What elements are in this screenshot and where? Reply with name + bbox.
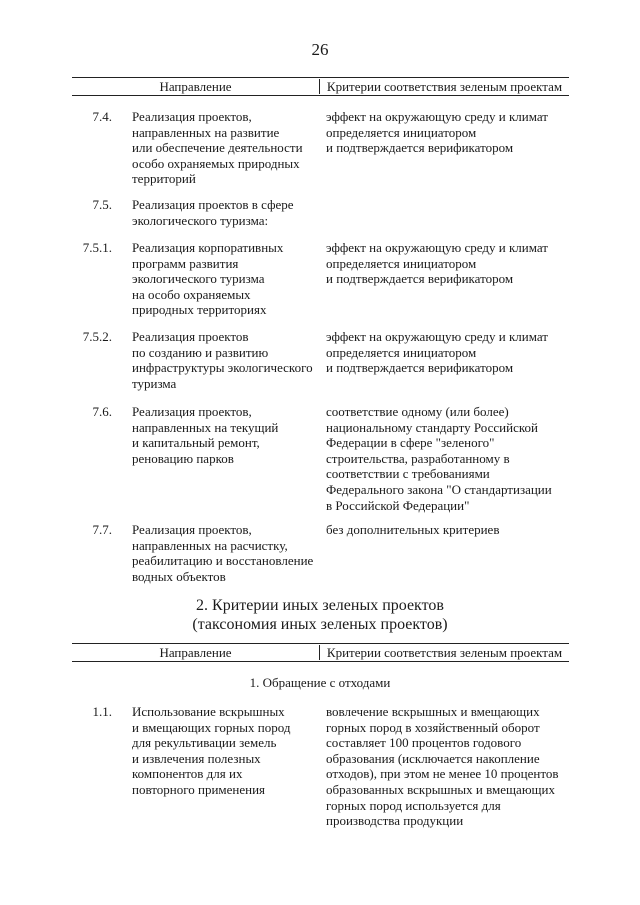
row-number: 1.1. xyxy=(92,704,112,719)
header-criteria: Критерии соответствия зеленым проектам xyxy=(326,645,563,660)
row-direction: Использование вскрышных и вмещающих горных пород для рекультивации земель и извлечения полезных компонентов для их повторного применения xyxy=(132,704,291,797)
row-criteria: без дополнительных критериев xyxy=(326,522,500,537)
row-criteria: вовлечение вскрышных и вмещающих горных пород в хозяйственный оборот составляет 100 процентов годового образования (исключается накопление отходов), при этом не менее 10 процентов образованных вскрышных и вмещающих горных пород используется для производства продукции xyxy=(326,704,559,829)
row-criteria: эффект на окружающую среду и климат определяется инициатором и подтверждается верификатором xyxy=(326,109,548,156)
row-criteria: эффект на окружающую среду и климат определяется инициатором и подтверждается верификатором xyxy=(326,240,548,287)
row-direction: Реализация корпоративных программ развития экологического туризма на особо охраняемых природных территориях xyxy=(132,240,284,318)
row-number: 7.7. xyxy=(92,522,112,537)
section-title: 2. Критерии иных зеленых проектов xyxy=(196,597,444,614)
row-direction: Реализация проектов, направленных на развитие или обеспечение деятельности особо охраняемых природных территорий xyxy=(132,109,303,187)
row-criteria: соответствие одному (или более) национальному стандарту Российской Федерации в сфере "зеленого" строительства, разработанному в соответствии с требованиями Федерального закона "О стандартизации в Российской Федерации" xyxy=(326,404,552,513)
header-direction: Направление xyxy=(72,79,320,94)
row-criteria: эффект на окружающую среду и климат определяется инициатором и подтверждается верификатором xyxy=(326,329,548,376)
row-direction: Реализация проектов, направленных на текущий и капитальный ремонт, реновацию парков xyxy=(132,404,279,466)
row-number: 7.5.2. xyxy=(82,329,112,344)
header-criteria: Критерии соответствия зеленым проектам xyxy=(326,79,563,94)
row-number: 7.4. xyxy=(92,109,112,124)
row-direction: Реализация проектов, направленных на расчистку, реабилитацию и восстановление водных объектов xyxy=(132,522,314,584)
header-direction: Направление xyxy=(72,645,320,660)
row-number: 7.5.1. xyxy=(82,240,112,255)
table-header xyxy=(72,77,569,96)
page-number: 26 xyxy=(311,40,329,59)
section-subtitle: (таксономия иных зеленых проектов) xyxy=(192,616,448,633)
row-direction: Реализация проектов по созданию и развитию инфраструктуры экологического туризма xyxy=(132,329,313,391)
row-direction: Реализация проектов в сфере экологического туризма: xyxy=(132,197,294,228)
row-number: 7.5. xyxy=(92,197,112,212)
row-number: 7.6. xyxy=(92,404,112,419)
subsection-title: 1. Обращение с отходами xyxy=(249,675,391,690)
table-header-2 xyxy=(72,643,569,662)
